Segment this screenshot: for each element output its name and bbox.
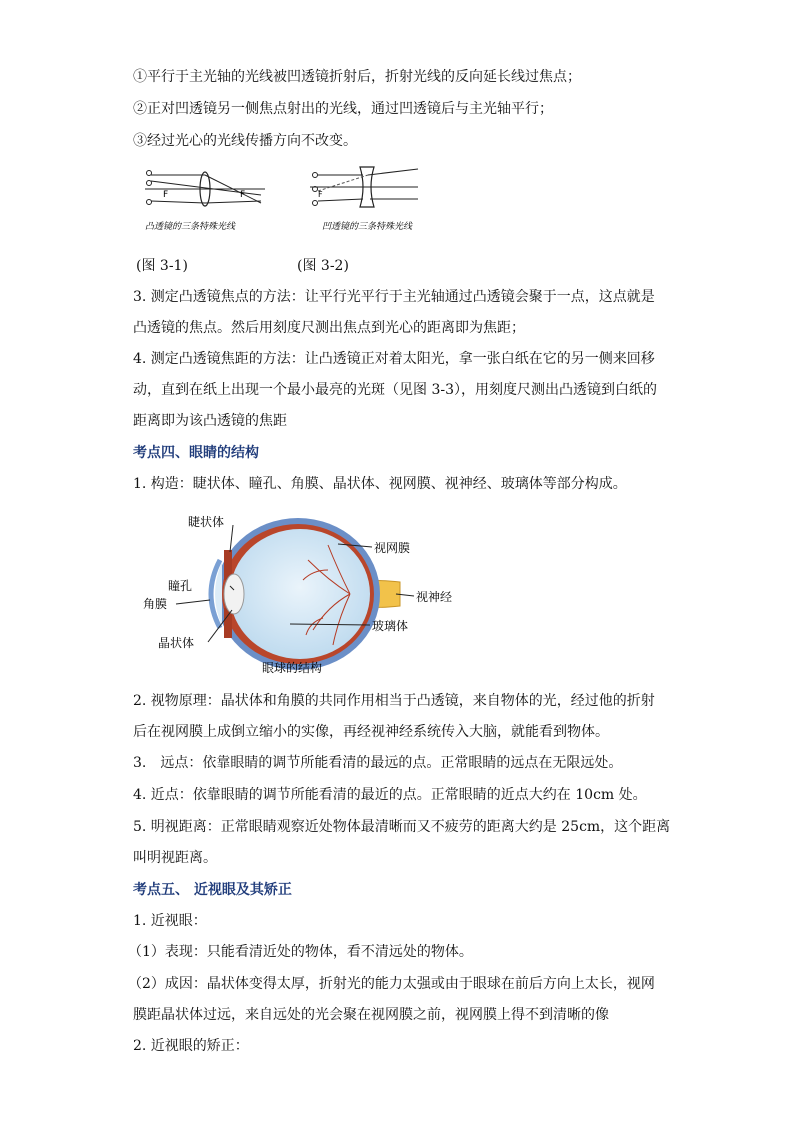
rule-3: ③经过光心的光线传播方向不改变。	[133, 133, 357, 149]
principle-line1: 2. 视物原理：晶状体和角膜的共同作用相当于凸透镜，来自物体的光，经过他的折射	[133, 693, 655, 709]
myopia-title: 1. 近视眼：	[133, 913, 207, 929]
convex-focus-right: F	[240, 190, 246, 200]
clear-vision-line1: 5. 明视距离：正常眼睛观察近处物体最清晰而又不疲劳的距离大约是 25cm，这个距离	[133, 819, 671, 835]
principle-line2: 后在视网膜上成倒立缩小的实像，再经视神经系统传入大脑，就能看到物体。	[133, 724, 609, 740]
near-point-line: 4. 近点：依靠眼睛的调节所能看清的最近的点。正常眼睛的近点大约在 10cm 处。	[133, 787, 647, 803]
rule-1: ①平行于主光轴的光线被凹透镜折射后，折射光线的反向延长线过焦点；	[133, 69, 581, 85]
eye-structure-line: 1. 构造：睫状体、瞳孔、角膜、晶状体、视网膜、视神经、玻璃体等部分构成。	[133, 476, 627, 492]
item3-line2: 凸透镜的焦点。然后用刻度尺测出焦点到光心的距离即为焦距；	[133, 320, 525, 336]
item3-line1: 3. 测定凸透镜焦点的方法：让平行光平行于主光轴通过凸透镜会聚于一点，这点就是	[133, 289, 655, 305]
label-vitreous: 玻璃体	[372, 619, 409, 633]
item4-line3: 距离即为该凸透镜的焦距	[133, 413, 287, 429]
concave-handwritten-label: 凹透镜的三条特殊光线	[322, 222, 413, 232]
eye-diagram	[138, 510, 468, 680]
heading-kaodian-4: 考点四、眼睛的结构	[133, 445, 259, 461]
myopia-symptom: （1）表现：只能看清近处的物体，看不清远处的物体。	[128, 944, 473, 960]
myopia-correction: 2. 近视眼的矫正：	[133, 1038, 249, 1054]
myopia-cause-line2: 膜距晶状体过远，来自远处的光会聚在视网膜之前，视网膜上得不到清晰的像	[133, 1007, 609, 1023]
rule-2: ②正对凹透镜另一侧焦点射出的光线，通过凹透镜后与主光轴平行；	[133, 101, 553, 117]
label-optic-nerve: 视神经	[416, 590, 453, 604]
convex-handwritten-label: 凸透镜的三条特殊光线	[145, 222, 236, 232]
far-point-line: 3. 远点：依靠眼睛的调节所能看清的最远的点。正常眼睛的远点在无限远处。	[133, 755, 623, 771]
label-retina: 视网膜	[374, 541, 411, 555]
convex-lens-figure	[143, 163, 268, 238]
item4-line1: 4. 测定凸透镜焦距的方法：让凸透镜正对着太阳光，拿一张白纸在它的另一侧来回移	[133, 351, 655, 367]
clear-vision-line2: 叫明视距离。	[133, 850, 217, 866]
label-cornea: 角膜	[143, 597, 168, 611]
concave-lens-figure	[308, 163, 428, 238]
caption-fig-3-2: (图 3-2)	[297, 258, 349, 274]
convex-focus-left: F	[163, 190, 169, 200]
heading-kaodian-5: 考点五、 近视眼及其矫正	[133, 882, 292, 898]
myopia-cause-line1: （2）成因：晶状体变得太厚，折射光的能力太强或由于眼球在前后方向上太长，视网	[128, 976, 655, 992]
item4-line2: 动，直到在纸上出现一个最小最亮的光斑（见图 3-3），用刻度尺测出凸透镜到白纸的	[133, 382, 657, 398]
label-ciliary: 睫状体	[188, 515, 225, 529]
label-lens: 晶状体	[158, 636, 195, 650]
eye-caption: 眼球的结构	[262, 661, 323, 675]
caption-fig-3-1: (图 3-1)	[136, 258, 188, 274]
concave-focus-label: F	[318, 190, 323, 199]
label-pupil: 瞳孔	[168, 579, 193, 593]
